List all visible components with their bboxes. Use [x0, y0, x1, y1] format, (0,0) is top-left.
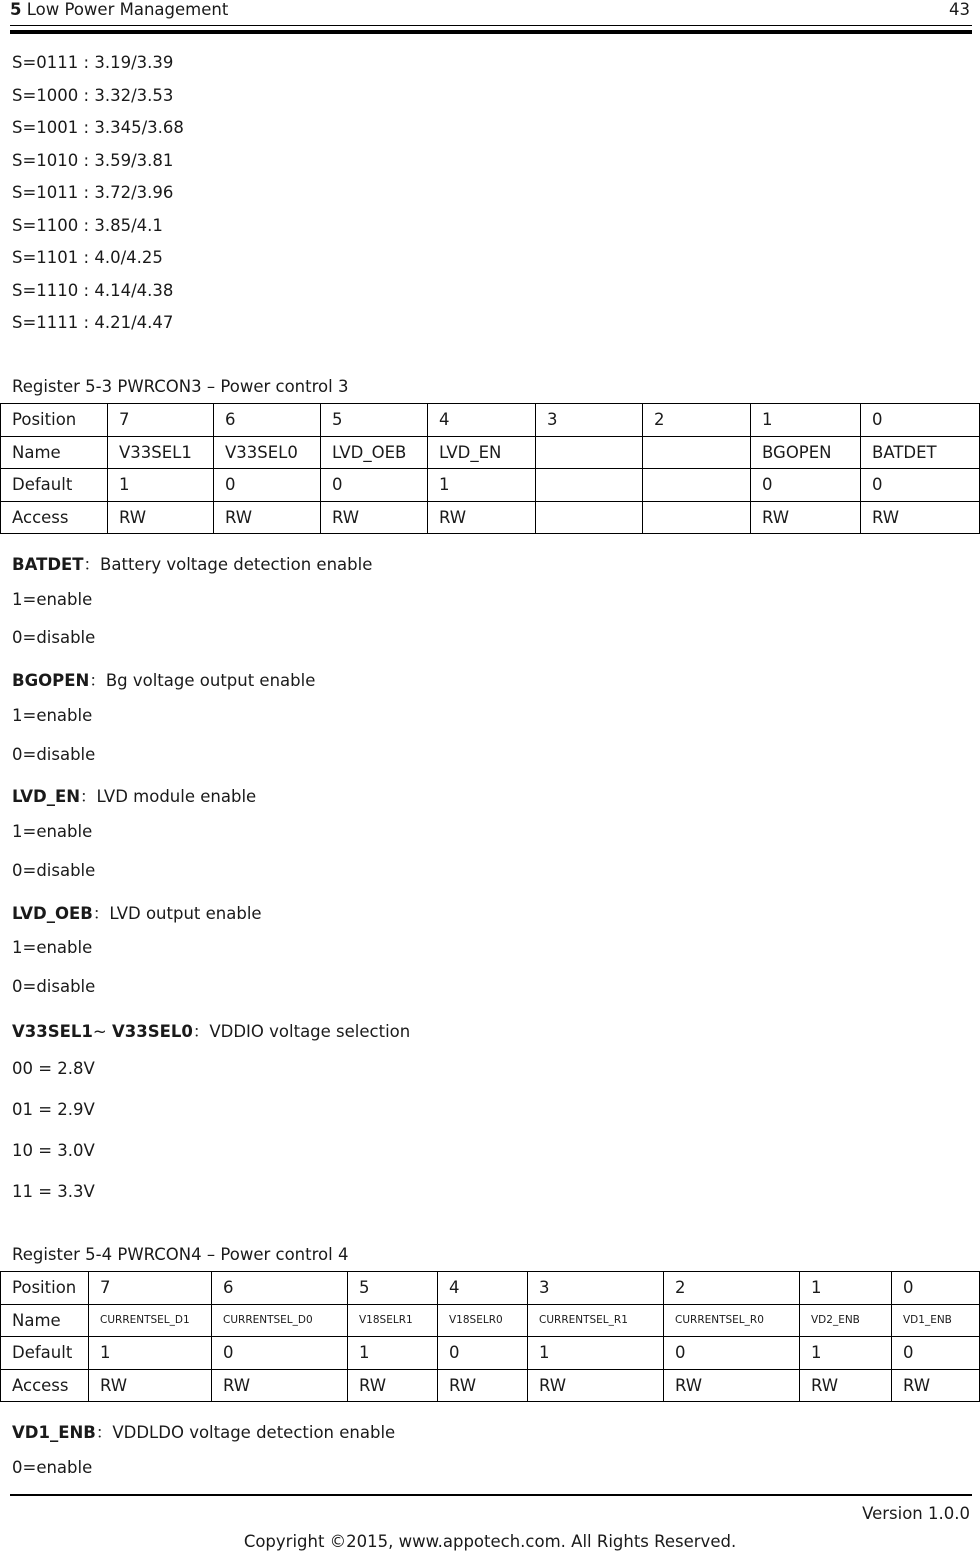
table-cell: BATDET	[861, 436, 980, 469]
field-separator: ：	[95, 1423, 113, 1442]
table-cell: V33SEL1	[108, 436, 214, 469]
table-cell: RW	[664, 1369, 800, 1402]
field-desc: Bg voltage output enable	[105, 671, 316, 690]
field-separator: ：	[92, 904, 110, 923]
table-row	[1, 1337, 980, 1370]
table-cell	[643, 469, 751, 502]
table-cell: RW	[800, 1369, 892, 1402]
field-name: LVD_OEB	[12, 904, 93, 923]
table-cell	[536, 436, 643, 469]
table-cell: RW	[528, 1369, 664, 1402]
table-cell: 0	[892, 1337, 980, 1370]
table-cell: 0	[861, 469, 980, 502]
table-cell	[536, 469, 643, 502]
table-cell: 2	[664, 1272, 800, 1305]
table-cell: 7	[108, 404, 214, 437]
field-option: 01 = 2.9V	[12, 1100, 95, 1119]
table-cell: 7	[89, 1272, 212, 1305]
field-desc: LVD output enable	[109, 904, 262, 923]
table-cell: RW	[428, 501, 536, 534]
table-cell: 0	[751, 469, 861, 502]
field-bgopen-title	[12, 667, 315, 691]
field-lvd-en-title	[12, 783, 256, 807]
table-cell: 0	[861, 404, 980, 437]
table-cell: 0	[892, 1272, 980, 1305]
table-cell: V18SELR1	[348, 1304, 438, 1337]
table-cell: RW	[108, 501, 214, 534]
table-cell: CURRENTSEL_R1	[528, 1304, 664, 1337]
field-batdet-title	[12, 551, 372, 575]
field-value: 1=enable	[12, 590, 93, 609]
field-name: V33SEL1	[12, 1022, 93, 1041]
table-cell: RW	[321, 501, 428, 534]
table-cell: 1	[800, 1337, 892, 1370]
field-option: 00 = 2.8V	[12, 1059, 95, 1078]
table-cell: Default	[1, 1337, 89, 1370]
table-cell: 1	[800, 1272, 892, 1305]
register4-caption: Register 5-4 PWRCON4 – Power control 4	[12, 1245, 349, 1264]
field-name: BATDET	[12, 555, 84, 574]
field-value: 0=enable	[12, 1458, 93, 1477]
voltage-item: S=1100 : 3.85/4.1	[12, 216, 163, 235]
table-row	[1, 436, 980, 469]
table-cell: 1	[751, 404, 861, 437]
table-row	[1, 1272, 980, 1305]
field-separator: ：	[192, 1022, 210, 1041]
table-cell: CURRENTSEL_D1	[89, 1304, 212, 1337]
table-cell: 1	[348, 1337, 438, 1370]
table-cell: V33SEL0	[214, 436, 321, 469]
voltage-item: S=1111 : 4.21/4.47	[12, 313, 174, 332]
field-desc: VDDLDO voltage detection enable	[112, 1423, 396, 1442]
field-option: 10 = 3.0V	[12, 1141, 95, 1160]
field-separator: ：	[80, 787, 97, 806]
register4-table	[0, 1271, 980, 1402]
field-value: 0=disable	[12, 977, 96, 996]
table-cell: RW	[89, 1369, 212, 1402]
field-desc: Battery voltage detection enable	[100, 555, 373, 574]
table-cell: 4	[428, 404, 536, 437]
field-value: 1=enable	[12, 938, 93, 957]
table-cell: 5	[321, 404, 428, 437]
register3-caption: Register 5-3 PWRCON3 – Power control 3	[12, 377, 349, 396]
table-cell: 6	[214, 404, 321, 437]
field-value: 0=disable	[12, 861, 96, 880]
table-cell: 4	[438, 1272, 528, 1305]
field-v33sel-title	[12, 1018, 410, 1042]
voltage-item: S=1101 : 4.0/4.25	[12, 248, 163, 267]
footer-rule	[10, 1494, 972, 1496]
table-cell: CURRENTSEL_R0	[664, 1304, 800, 1337]
table-cell: LVD_OEB	[321, 436, 428, 469]
voltage-item: S=1000 : 3.32/3.53	[12, 86, 174, 105]
table-row	[1, 404, 980, 437]
field-value: 1=enable	[12, 706, 93, 725]
table-cell: 6	[212, 1272, 348, 1305]
table-cell: 3	[528, 1272, 664, 1305]
table-row	[1, 1369, 980, 1402]
field-name: VD1_ENB	[12, 1423, 96, 1442]
table-cell: 1	[528, 1337, 664, 1370]
field-tilde: ~	[92, 1022, 112, 1041]
table-row	[1, 469, 980, 502]
field-option: 11 = 3.3V	[12, 1182, 95, 1201]
chapter-heading	[10, 0, 228, 19]
field-desc: VDDIO voltage selection	[209, 1022, 411, 1041]
table-cell: RW	[348, 1369, 438, 1402]
field-value: 1=enable	[12, 822, 93, 841]
table-cell: RW	[751, 501, 861, 534]
voltage-item: S=1011 : 3.72/3.96	[12, 183, 174, 202]
table-cell: 1	[89, 1337, 212, 1370]
table-cell: Access	[1, 1369, 89, 1402]
table-cell: 0	[214, 469, 321, 502]
table-cell: 1	[108, 469, 214, 502]
voltage-item: S=0111 : 3.19/3.39	[12, 53, 174, 72]
header-rule-thick	[10, 30, 972, 34]
table-cell: CURRENTSEL_D0	[212, 1304, 348, 1337]
field-name: LVD_EN	[12, 787, 81, 806]
table-cell: RW	[861, 501, 980, 534]
table-cell: V18SELR0	[438, 1304, 528, 1337]
table-cell: 0	[438, 1337, 528, 1370]
table-cell	[643, 501, 751, 534]
table-cell: RW	[214, 501, 321, 534]
field-value: 0=disable	[12, 628, 96, 647]
table-row	[1, 501, 980, 534]
table-cell: RW	[212, 1369, 348, 1402]
field-separator: ：	[83, 555, 101, 574]
version-label: Version 1.0.0	[862, 1504, 970, 1523]
voltage-item: S=1110 : 4.14/4.38	[12, 281, 174, 300]
voltage-item: S=1010 : 3.59/3.81	[12, 151, 174, 170]
table-cell: VD2_ENB	[800, 1304, 892, 1337]
table-cell: 5	[348, 1272, 438, 1305]
table-cell: 1	[428, 469, 536, 502]
table-cell: Access	[1, 501, 108, 534]
table-cell: 2	[643, 404, 751, 437]
table-cell: Default	[1, 469, 108, 502]
field-name: V33SEL0	[111, 1022, 193, 1041]
voltage-item: S=1001 : 3.345/3.68	[12, 118, 184, 137]
table-cell: Name	[1, 436, 108, 469]
field-separator: ：	[89, 671, 106, 690]
table-cell: Name	[1, 1304, 89, 1337]
table-cell: 3	[536, 404, 643, 437]
page-header	[10, 0, 970, 22]
table-cell: RW	[438, 1369, 528, 1402]
table-cell: VD1_ENB	[892, 1304, 980, 1337]
table-cell	[536, 501, 643, 534]
field-lvd-oeb-title	[12, 900, 262, 924]
table-cell: 0	[321, 469, 428, 502]
table-row	[1, 1304, 980, 1337]
table-cell: Position	[1, 404, 108, 437]
header-rule-thin	[10, 25, 972, 26]
copyright-notice: Copyright ©2015, www.appotech.com. All Rights Reserved.	[243, 1532, 737, 1551]
table-cell: 0	[212, 1337, 348, 1370]
table-cell: Position	[1, 1272, 89, 1305]
table-cell: LVD_EN	[428, 436, 536, 469]
table-cell: BGOPEN	[751, 436, 861, 469]
field-name: BGOPEN	[12, 671, 90, 690]
table-cell	[643, 436, 751, 469]
chapter-title: Low Power Management	[26, 0, 229, 19]
field-value: 0=disable	[12, 745, 96, 764]
register3-table	[0, 403, 980, 534]
table-cell: 0	[664, 1337, 800, 1370]
page-number: 43	[949, 0, 970, 19]
field-vd1-enb-title	[12, 1419, 395, 1443]
field-desc: LVD module enable	[96, 787, 257, 806]
chapter-number: 5	[10, 0, 22, 19]
table-cell: RW	[892, 1369, 980, 1402]
